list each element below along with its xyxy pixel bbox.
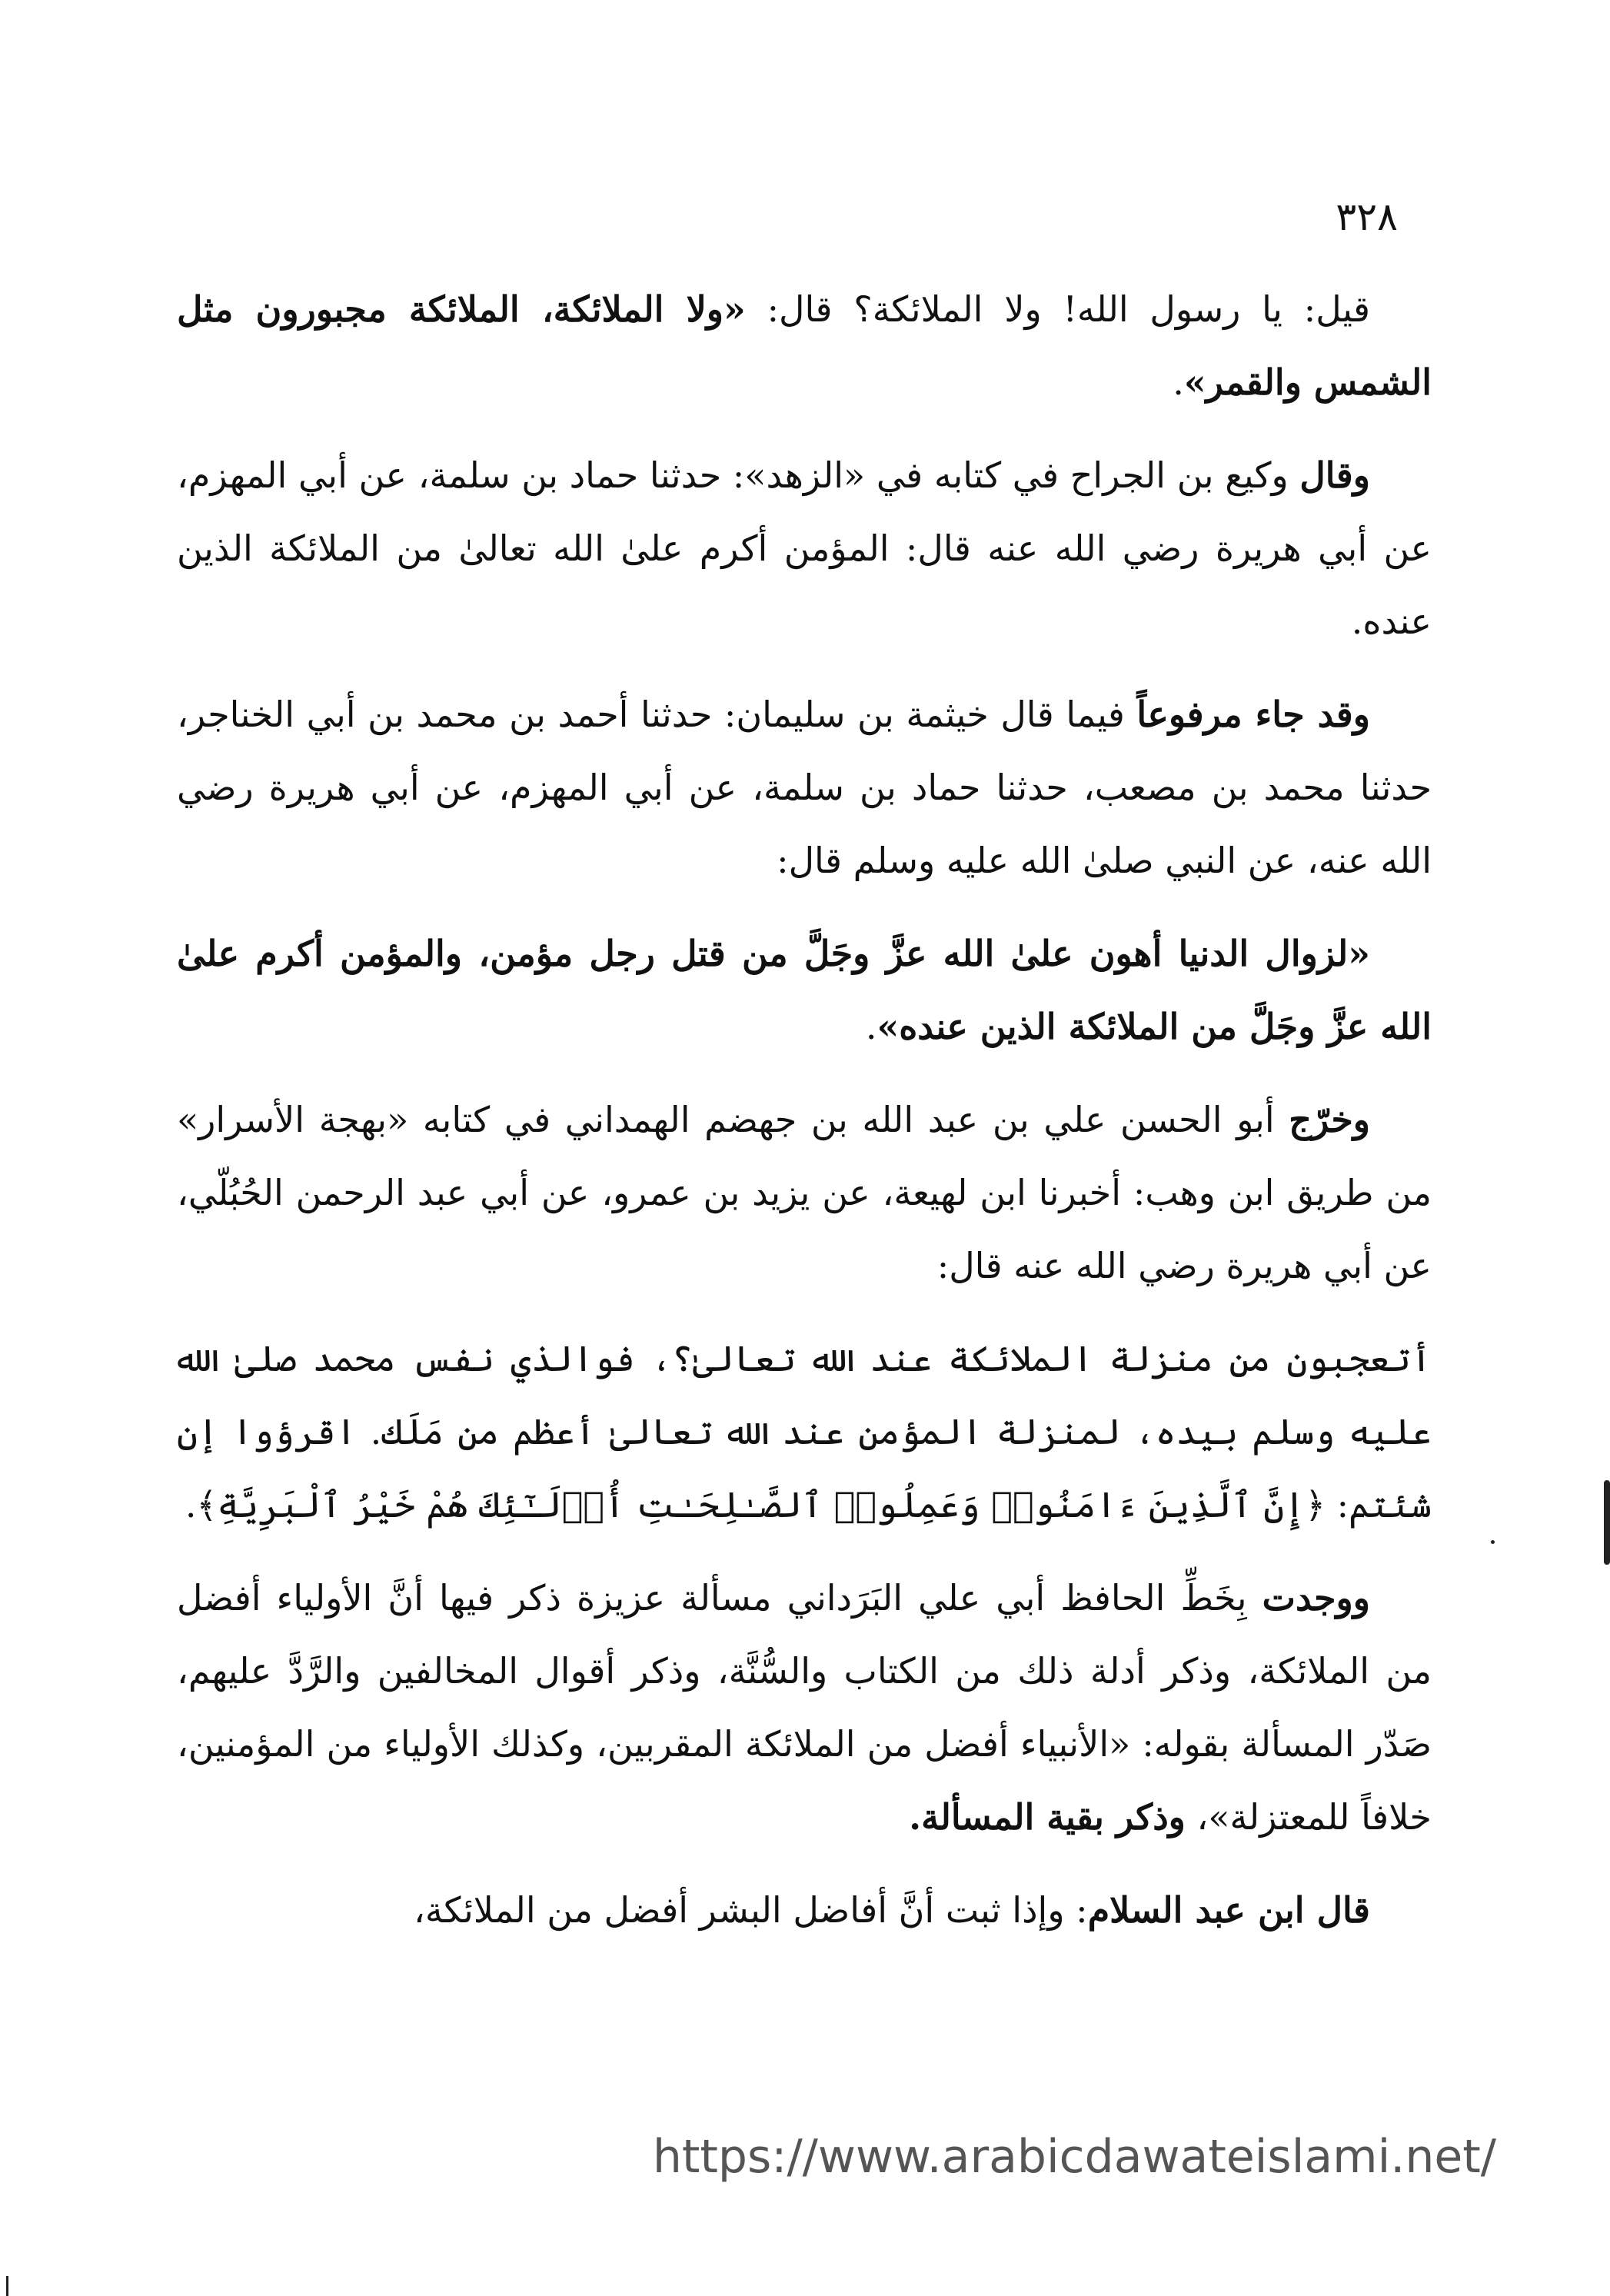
text-run: . <box>865 1006 877 1047</box>
text-run: قيل: يا رسول الله! ولا الملائكة؟ قال: <box>745 288 1370 330</box>
text-run: أبو الحسن علي بن عبد الله بن جهضم الهمداني في كتابه «بهجة الأسرار» من طريق ابن وهب: أخبرنا ابن لهيعة، عن يزيد بن عمرو، عن أبي عبد الرحمن الحُبُلّي، عن أبي هريرة رضي الله عنه قال: <box>177 1099 1432 1286</box>
text-run: بِخَطِّ الحافظ أبي علي البَرَداني مسألة عزيزة ذكر فيها أنَّ الأولياء أفضل من الملائكة، وذكر أدلة ذلك من الكتاب والسُّنَّة، وذكر أقوال المخالفين والرَّدَّ عليهم، صَدّر المسألة بقوله: «الأنبياء أفضل من الملائكة المقربين، وكذلك الأولياء من المؤمنين، خلافاً للمعتزلة»، <box>177 1577 1432 1838</box>
hadith-quote <box>177 917 1432 1063</box>
text-run-bold: «ولا الملائكة، الملائكة مجبورون مثل الشمس والقمر» <box>177 288 1432 403</box>
text-run: : وإذا ثبت أنَّ أفاضل البشر أفضل من الملائكة، <box>414 1889 1088 1931</box>
body-text <box>177 273 1432 1967</box>
text-run-bold: «لزوال الدنيا أهون علىٰ الله عزَّ وجَلَّ من قتل رجل مؤمن، والمؤمن أكرم علىٰ الله عزَّ وجَلَّ من الملائكة الذين عنده» <box>177 933 1432 1047</box>
paragraph-6 <box>177 1323 1432 1542</box>
text-run-bold: وذكر بقية المسألة. <box>909 1796 1186 1838</box>
scan-artifact <box>1491 1540 1495 1544</box>
text-run: أتعجبون من منزلة الملائكة عند الله تعالىٰ؟، فوالذي نفس محمد صلىٰ الله عليه وسلم بيده، لمنزلة المؤمن عند الله تعالىٰ أعظم من مَلَك. اقرؤوا إن شئتم: <box>177 1338 1432 1526</box>
scan-artifact <box>1604 1480 1610 1565</box>
paragraph-2 <box>177 439 1432 658</box>
text-run-bold: وقال <box>1299 454 1370 496</box>
paragraph-1 <box>177 273 1432 419</box>
text-run-bold: وقد جاء مرفوعاً <box>1136 694 1371 735</box>
page-number: ٣٢٨ <box>1336 195 1398 239</box>
paragraph-8 <box>177 1874 1432 1947</box>
text-run: وكيع بن الجراح في كتابه في «الزهد»: حدثنا حماد بن سلمة، عن أبي المهزم، عن أبي هريرة رضي الله عنه قال: المؤمن أكرم علىٰ الله تعالىٰ من الملائكة الذين عنده. <box>177 454 1432 642</box>
text-run-bold: قال ابن عبد السلام <box>1087 1889 1370 1931</box>
text-run: . <box>1173 361 1184 403</box>
quran-verse: ﴿إِنَّ ٱلَّذِينَ ءَامَنُوا۟ وَعَمِلُوا۟ ٱلصَّـٰلِحَـٰتِ أُو۟لَـٰٓئِكَ هُمْ خَيْرُ ٱلْبَرِيَّةِ﴾ <box>196 1484 1326 1526</box>
text-run-bold: وخرّج <box>1289 1099 1370 1140</box>
scan-artifact <box>6 2276 8 2296</box>
paragraph-5 <box>177 1083 1432 1303</box>
paragraph-7 <box>177 1562 1432 1854</box>
text-run: . <box>185 1484 197 1526</box>
watermark-url: https://www.arabicdawateislami.net/ <box>652 2130 1496 2184</box>
paragraph-3 <box>177 678 1432 897</box>
text-run-bold: ووجدت <box>1262 1577 1370 1619</box>
text-run: فيما قال خيثمة بن سليمان: حدثنا أحمد بن محمد بن أبي الخناجر، حدثنا محمد بن مصعب، حدثنا حماد بن سلمة، عن أبي المهزم، عن أبي هريرة رضي الله عنه، عن النبي صلىٰ الله عليه وسلم قال: <box>177 694 1432 881</box>
